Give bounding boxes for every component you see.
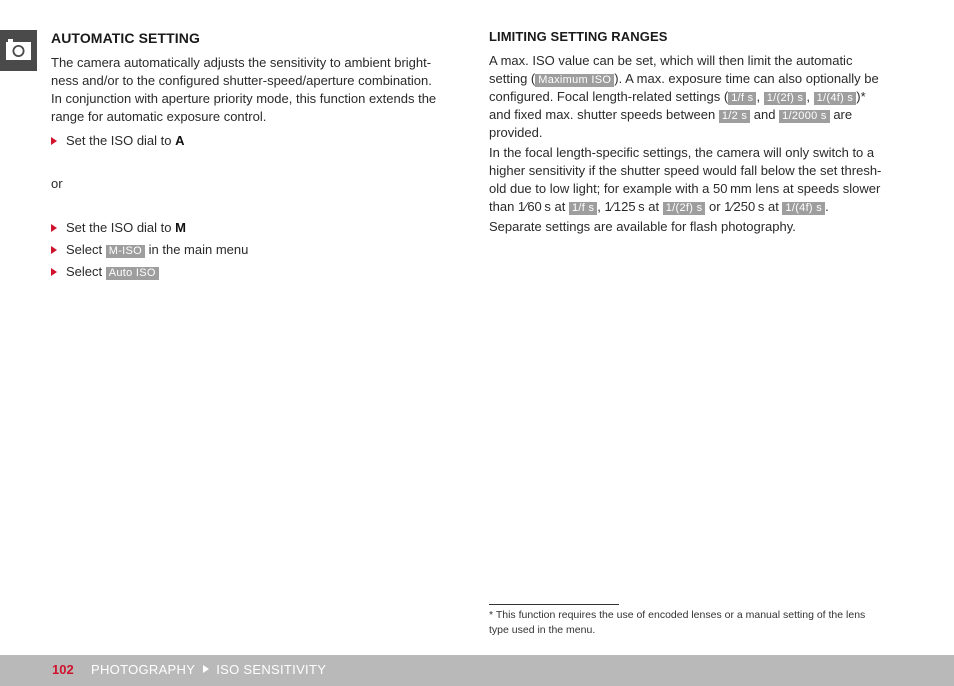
breadcrumb-section: PHOTOGRAPHY: [91, 662, 196, 677]
menu-tag-1f: 1/f s: [569, 202, 597, 215]
menu-tag-1-2f: 1/(2f) s: [764, 92, 807, 105]
menu-tag-maximum-iso: Maximum ISO: [535, 74, 614, 87]
menu-tag-m-iso: M-ISO: [106, 245, 145, 258]
page-footer: [0, 655, 954, 686]
step-set-dial-m: Set the ISO dial to M: [51, 219, 466, 237]
right-column: [489, 28, 909, 236]
camera-icon: [6, 39, 31, 61]
step-select-auto-iso: Select Auto ISO: [51, 263, 466, 281]
menu-tag-1-2f: 1/(2f) s: [663, 202, 706, 215]
or-text: or: [51, 176, 63, 191]
footnote: * This function requires the use of encoded lenses or a manual setting of the lens type used in the menu.: [489, 609, 866, 636]
menu-tag-1-4f: 1/(4f) s: [782, 202, 825, 215]
page-number: 102: [52, 662, 74, 677]
bullet-arrow-icon: [51, 268, 57, 276]
flash-note: Separate settings are available for flash photography.: [489, 219, 796, 234]
bullet-arrow-icon: [51, 224, 57, 232]
menu-tag-1-2000s: 1/2000 s: [779, 110, 830, 123]
step-select-m-iso: Select M-ISO in the main menu: [51, 241, 466, 259]
chapter-tab: [0, 30, 37, 71]
bullet-arrow-icon: [51, 246, 57, 254]
breadcrumb: [91, 662, 326, 678]
breadcrumb-subsection: ISO SENSITIVITY: [216, 662, 327, 677]
menu-tag-auto-iso: Auto ISO: [106, 267, 159, 280]
focal-length-paragraph: In the focal length-specific settings, the camera will only switch to a higher sensitivity if the shutter speed would fall below the set thresh- old due to low light; for example with a 50 mm lens at speeds slower than 1⁄60 s at 1/f s , 1⁄125 s at 1/(2f) s or 1⁄250 s at 1/(4f) s .: [489, 145, 882, 214]
subsection-heading: LIMITING SETTING RANGES: [489, 29, 668, 44]
dial-value: M: [175, 220, 186, 235]
dial-value: A: [175, 133, 185, 148]
intro-paragraph: The camera automatically adjusts the sensitivity to ambient bright- ness and/or to the configured shutter-speed/aperture combination. In conjunction with aperture priority mode, this function extends the range for automatic exposure control.: [51, 55, 437, 124]
menu-tag-1-2s: 1/2 s: [719, 110, 750, 123]
breadcrumb-arrow-icon: [203, 665, 209, 673]
menu-tag-1-4f: 1/(4f) s: [814, 92, 857, 105]
step-set-dial-a: Set the ISO dial to A: [51, 132, 466, 150]
bullet-arrow-icon: [51, 137, 57, 145]
limit-paragraph: A max. ISO value can be set, which will then limit the automatic setting ( Maximum ISO ). A max. exposure time can also optionally be configured. Focal length-related settings ( 1/f s , 1/(2f) s , 1/(4f) s )* and fixed max. shutter speeds between 1/2 s and 1/2000 s are provided.: [489, 53, 879, 140]
section-heading: AUTOMATIC SETTING: [51, 30, 200, 46]
footnote-divider: [489, 604, 619, 605]
menu-tag-1f: 1/f s: [728, 92, 756, 105]
left-column: [51, 28, 466, 281]
